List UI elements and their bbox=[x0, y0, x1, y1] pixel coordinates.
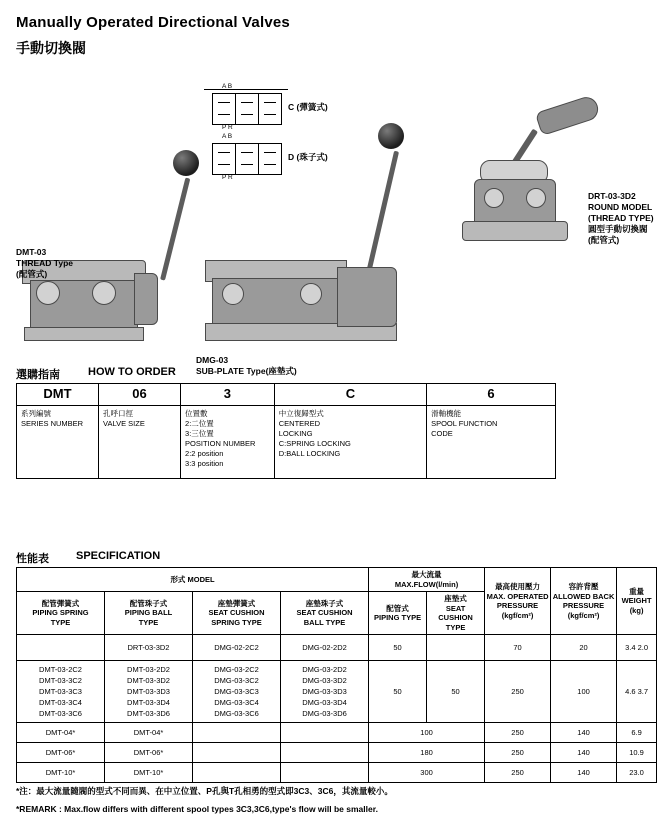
cell-piping-spring bbox=[17, 635, 105, 661]
symbol-d-label: D (珠子式) bbox=[288, 152, 328, 162]
lever-shaft bbox=[366, 151, 399, 274]
label-dmg03: DMG-03 SUB-PLATE Type(座墊式) bbox=[196, 355, 297, 376]
port-circle bbox=[92, 281, 116, 305]
valve-base bbox=[462, 221, 568, 241]
cell-flow-piping: 180 bbox=[369, 743, 485, 763]
cell-seat-ball: DMG-03-2D2 DMG-03-3D2 DMG-03-3D3 DMG-03-3D4 DMG-03-3D6 bbox=[281, 661, 369, 723]
cell-piping-ball: DMT-06* bbox=[105, 743, 193, 763]
note-en: *REMARK : Max.flow differs with different spool types 3C3,3C6,type's flow will be smaller. bbox=[16, 804, 378, 814]
cell-seat-spring: DMG-03-2C2 DMG-03-3C2 DMG-03-3C3 DMG-03-3C4 DMG-03-3C6 bbox=[193, 661, 281, 723]
cell-back-pressure: 140 bbox=[551, 723, 617, 743]
cell-piping-ball: DMT-03-2D2 DMT-03-3D2 DMT-03-3D3 DMT-03-3D4 DMT-03-3D6 bbox=[105, 661, 193, 723]
cell-max-pressure: 70 bbox=[485, 635, 551, 661]
cell-back-pressure: 140 bbox=[551, 763, 617, 783]
port-circle bbox=[526, 188, 546, 208]
symbol-d-ports-bottom: P R bbox=[222, 174, 233, 181]
order-desc-size: 孔呼口徑 VALVE SIZE bbox=[99, 406, 181, 479]
cell-max-pressure: 250 bbox=[485, 723, 551, 743]
cell-flow-piping: 50 bbox=[369, 661, 427, 723]
spec-group-back-pressure: 容許背壓 ALLOWED BACK PRESSURE (kgf/cm²) bbox=[551, 568, 617, 635]
spec-col-seat-ball: 座墊珠子式 SEAT CUSHION BALL TYPE bbox=[281, 592, 369, 635]
cell-seat-ball bbox=[281, 743, 369, 763]
valve-side-cap bbox=[134, 273, 158, 325]
cell-weight: 23.0 bbox=[617, 763, 657, 783]
spec-group-max-flow: 最大流量 MAX.FLOW(l/min) bbox=[369, 568, 485, 592]
spec-col-flow-seat: 座墊式 SEAT CUSHION TYPE bbox=[427, 592, 485, 635]
cell-max-pressure: 250 bbox=[485, 763, 551, 783]
lever-shaft bbox=[160, 178, 190, 281]
symbol-d-ports-top: A B bbox=[222, 133, 233, 140]
knob-icon bbox=[173, 150, 199, 176]
order-desc-series: 系列編號 SERIES NUMBER bbox=[17, 406, 99, 479]
order-desc-spool: 滑軸機能 SPOOL FUNCTION CODE bbox=[427, 406, 556, 479]
how-to-order-table bbox=[16, 383, 556, 479]
cell-weight: 3.4 2.0 bbox=[617, 635, 657, 661]
cell-weight: 6.9 bbox=[617, 723, 657, 743]
cell-piping-ball: DMT-10* bbox=[105, 763, 193, 783]
page-title-cn: 手動切換閥 bbox=[16, 40, 86, 56]
cell-seat-spring bbox=[193, 763, 281, 783]
cell-piping-spring: DMT-10* bbox=[17, 763, 105, 783]
port-circle bbox=[484, 188, 504, 208]
knob-icon bbox=[378, 123, 404, 149]
cell-piping-ball: DMT-04* bbox=[105, 723, 193, 743]
specification-table bbox=[16, 567, 657, 783]
symbol-c-label: C (彈簧式) bbox=[288, 102, 328, 112]
cell-weight: 4.6 3.7 bbox=[617, 661, 657, 723]
cell-flow-seat bbox=[427, 635, 485, 661]
spec-group-model: 形式 MODEL bbox=[17, 568, 369, 592]
spec-col-flow-piping: 配管式 PIPING TYPE bbox=[369, 592, 427, 635]
spec-heading-cn: 性能表 bbox=[16, 553, 49, 565]
cell-seat-spring: DMG-02-2C2 bbox=[193, 635, 281, 661]
symbol-c-ports-top: A B bbox=[222, 83, 233, 90]
cell-seat-ball bbox=[281, 763, 369, 783]
cell-seat-ball bbox=[281, 723, 369, 743]
spec-col-seat-spring: 座墊彈簧式 SEAT CUSHION SPRING TYPE bbox=[193, 592, 281, 635]
order-code-size: 06 bbox=[99, 384, 181, 406]
note-cn: *注：最大流量隨閥的型式不同而異、在中立位置、P孔與T孔相勇的型式即3C3、3C6，其流量較小。 bbox=[16, 786, 393, 796]
cell-flow-piping: 50 bbox=[369, 635, 427, 661]
order-code-row bbox=[17, 384, 556, 406]
order-desc-locking: 中立復歸型式 CENTERED LOCKING C:SPRING LOCKING D:BALL LOCKING bbox=[274, 406, 426, 479]
cell-seat-spring bbox=[193, 743, 281, 763]
table-row bbox=[17, 723, 657, 743]
cell-back-pressure: 20 bbox=[551, 635, 617, 661]
spec-group-max-pressure: 最高使用壓力 MAX. OPERATED PRESSURE (kgf/cm²) bbox=[485, 568, 551, 635]
table-row bbox=[17, 661, 657, 723]
cell-piping-ball: DRT-03-3D2 bbox=[105, 635, 193, 661]
port-circle bbox=[36, 281, 60, 305]
symbol-d-icon bbox=[212, 143, 282, 175]
cell-weight: 10.9 bbox=[617, 743, 657, 763]
cell-back-pressure: 140 bbox=[551, 743, 617, 763]
cell-max-pressure: 250 bbox=[485, 661, 551, 723]
how-to-order-heading-cn: 選購指南 bbox=[16, 369, 60, 381]
table-row bbox=[17, 743, 657, 763]
cell-flow-piping: 100 bbox=[369, 723, 485, 743]
cell-flow-seat: 50 bbox=[427, 661, 485, 723]
spec-col-piping-spring: 配管彈簧式 PIPING SPRING TYPE bbox=[17, 592, 105, 635]
how-to-order-heading-en: HOW TO ORDER bbox=[88, 366, 176, 378]
order-code-position: 3 bbox=[181, 384, 275, 406]
valve-side-cap bbox=[337, 267, 397, 327]
table-row bbox=[17, 635, 657, 661]
symbol-c-icon bbox=[212, 93, 282, 125]
label-dmt03: DMT-03 THREAD Type (配管式) bbox=[16, 247, 73, 279]
valve-base bbox=[24, 327, 144, 341]
order-desc-position: 位置數 2:二位置 3:三位置 POSITION NUMBER 2:2 position 3:3 position bbox=[181, 406, 275, 479]
cell-piping-spring: DMT-06* bbox=[17, 743, 105, 763]
cell-seat-spring bbox=[193, 723, 281, 743]
port-circle bbox=[222, 283, 244, 305]
order-code-locking: C bbox=[274, 384, 426, 406]
cell-max-pressure: 250 bbox=[485, 743, 551, 763]
port-circle bbox=[300, 283, 322, 305]
cell-piping-spring: DMT-03-2C2 DMT-03-3C2 DMT-03-3C3 DMT-03-3C4 DMT-03-3C6 bbox=[17, 661, 105, 723]
cell-back-pressure: 100 bbox=[551, 661, 617, 723]
handle-pad bbox=[535, 94, 601, 136]
spec-col-piping-ball: 配管珠子式 PIPING BALL TYPE bbox=[105, 592, 193, 635]
spec-group-header-row bbox=[17, 568, 657, 592]
order-code-spool: 6 bbox=[427, 384, 556, 406]
table-row bbox=[17, 763, 657, 783]
cell-flow-piping: 300 bbox=[369, 763, 485, 783]
page-title-en: Manually Operated Directional Valves bbox=[16, 14, 290, 31]
order-code-series: DMT bbox=[17, 384, 99, 406]
order-desc-row bbox=[17, 406, 556, 479]
cell-seat-ball: DMG-02-2D2 bbox=[281, 635, 369, 661]
cell-piping-spring: DMT-04* bbox=[17, 723, 105, 743]
spec-heading-en: SPECIFICATION bbox=[76, 550, 161, 562]
spec-group-weight: 重量 WEIGHT (kg) bbox=[617, 568, 657, 635]
symbol-c-ports-bottom: P R bbox=[222, 124, 233, 131]
label-drt03: DRT-03-3D2 ROUND MODEL (THREAD TYPE) 圓型手動切換閥 (配管式) bbox=[588, 191, 654, 245]
